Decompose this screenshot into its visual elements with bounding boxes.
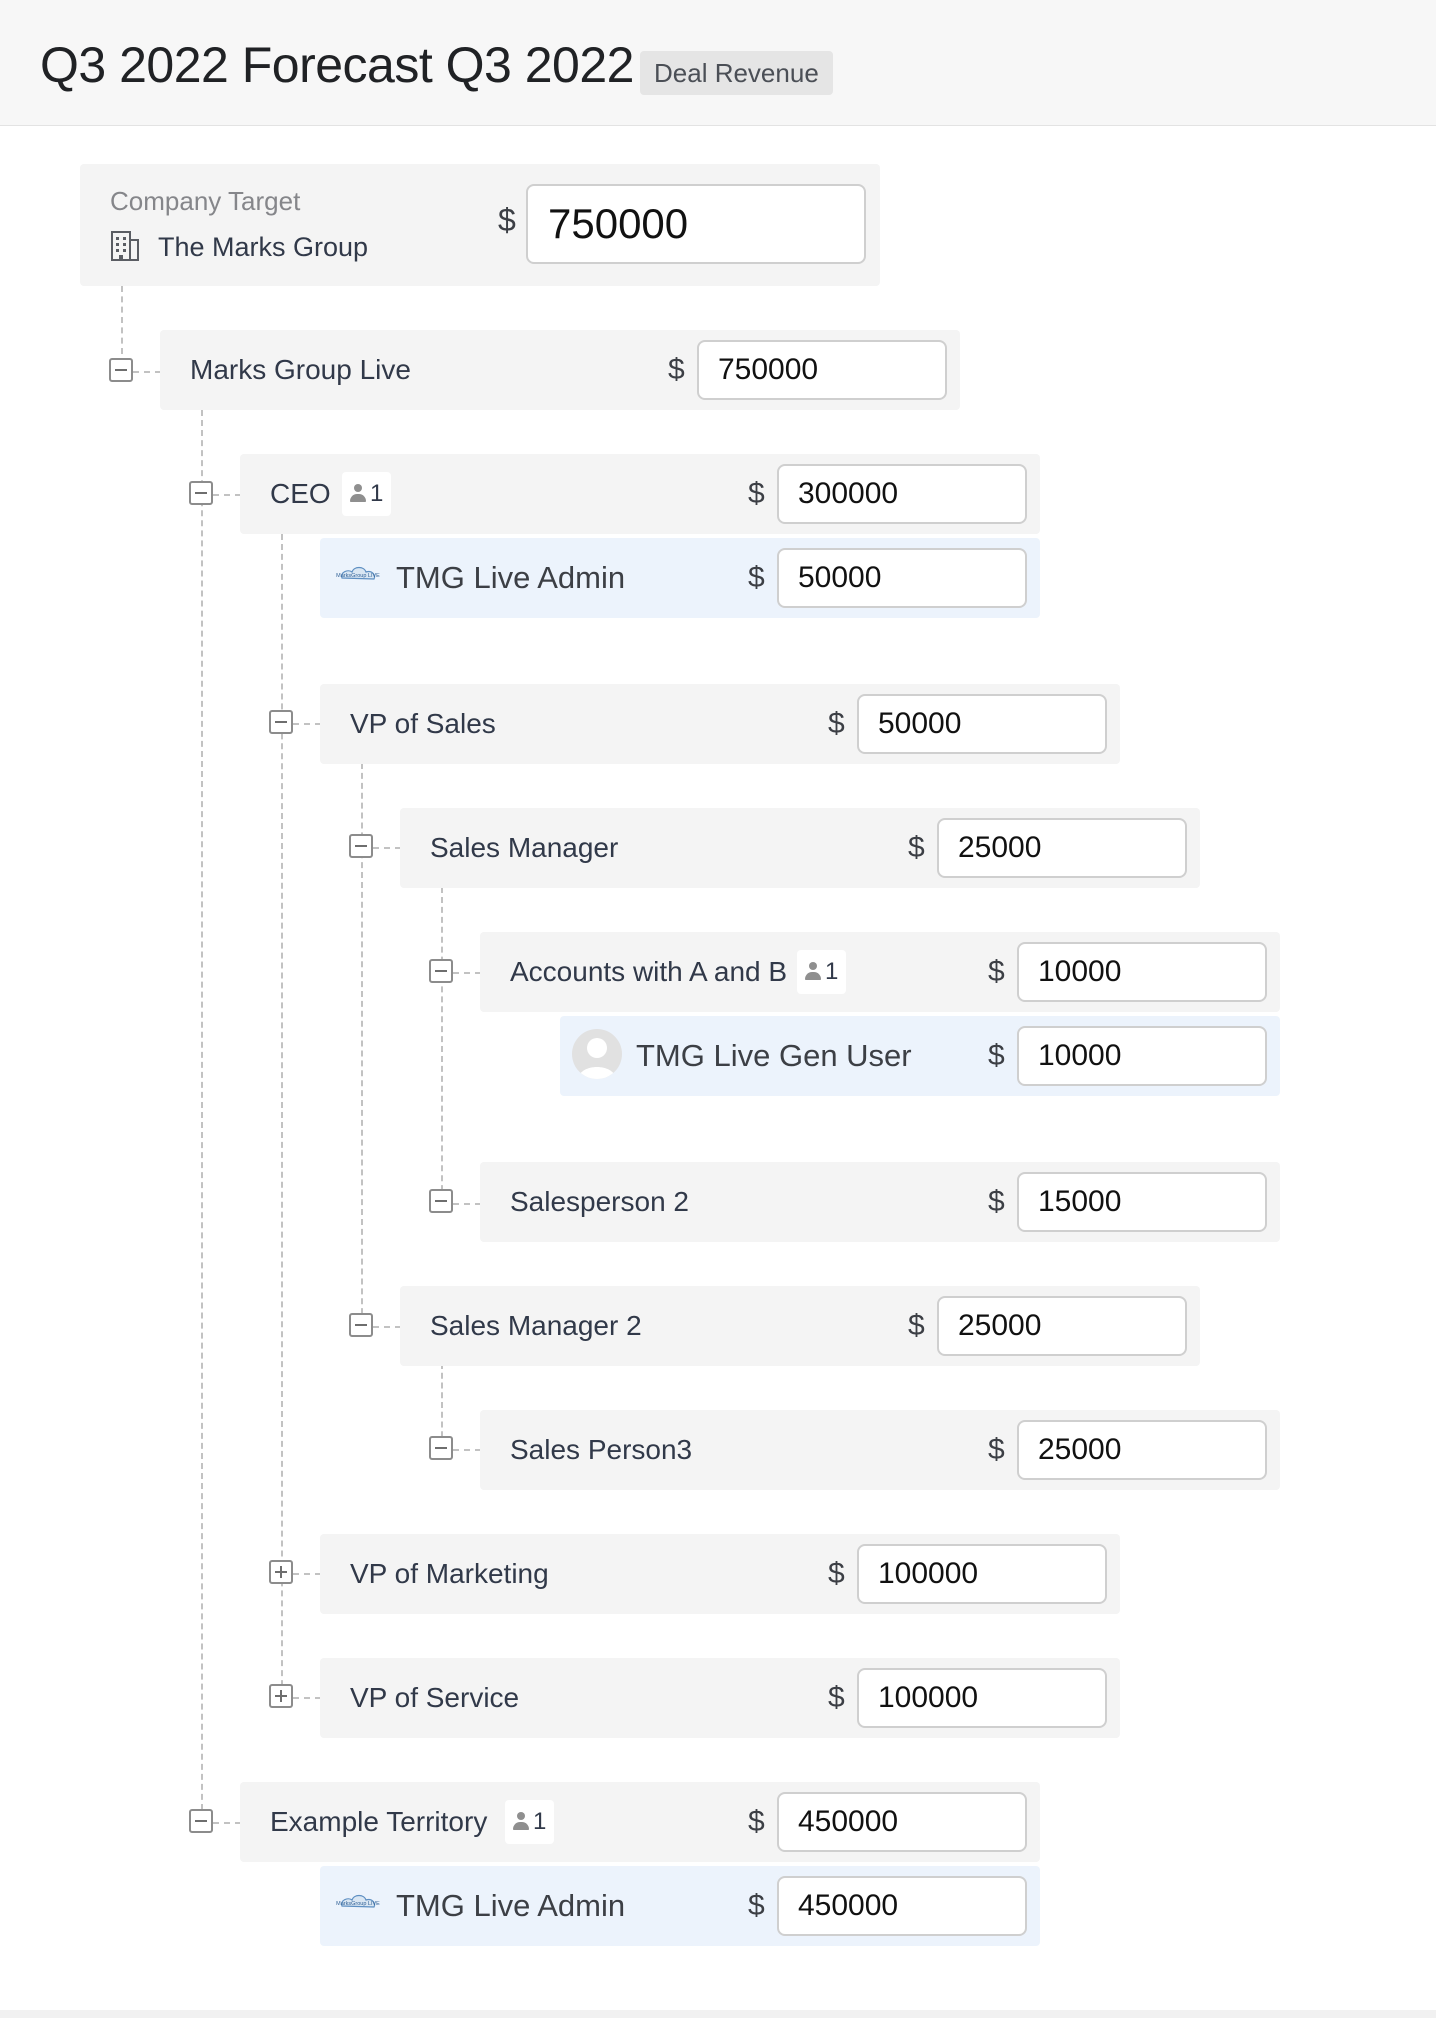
territory-row-vp-of-service	[320, 1658, 1120, 1738]
building-icon	[110, 230, 140, 262]
territory-row-sales-manager	[400, 808, 1200, 888]
company-target-label: Company Target	[110, 186, 301, 216]
tree-connector	[213, 494, 241, 496]
tree-connector	[293, 1573, 321, 1575]
collapse-toggle-icon[interactable]	[429, 1436, 453, 1460]
currency-symbol: $	[908, 831, 925, 864]
currency-symbol: $	[828, 1557, 845, 1590]
tree-connector	[373, 847, 401, 849]
currency-symbol: $	[988, 955, 1005, 988]
target-amount-input[interactable]	[777, 548, 1027, 608]
tree-connector	[441, 887, 443, 1211]
collapse-toggle-icon[interactable]	[349, 834, 373, 858]
target-amount-input[interactable]	[1017, 1172, 1267, 1232]
person-icon	[805, 962, 821, 980]
currency-symbol: $	[988, 1433, 1005, 1466]
user-name: TMG Live Admin	[396, 560, 626, 595]
currency-symbol: $	[748, 1805, 765, 1838]
territory-name: Accounts with A and B	[510, 956, 788, 987]
logo-text: MarksGroup LIVE	[336, 573, 380, 579]
logo-text: MarksGroup LIVE	[336, 1901, 380, 1907]
territory-row-vp-of-sales	[320, 684, 1120, 764]
collapse-toggle-icon[interactable]	[429, 959, 453, 983]
collapse-toggle-icon[interactable]	[269, 710, 293, 734]
user-avatar-icon	[572, 1029, 622, 1079]
territory-name: Sales Person3	[510, 1434, 693, 1465]
user-row-tmg-live-admin	[320, 538, 1040, 618]
member-count-badge[interactable]	[797, 950, 846, 994]
person-icon	[513, 1812, 529, 1830]
tree-connector	[201, 410, 203, 1830]
target-amount-input[interactable]	[937, 818, 1187, 878]
territory-row-example-territory	[240, 1782, 1040, 1862]
territory-name: VP of Marketing	[350, 1558, 549, 1589]
currency-symbol: $	[828, 707, 845, 740]
territory-row-accounts-with-a-and-b	[480, 932, 1280, 1012]
user-name: TMG Live Admin	[396, 1888, 626, 1923]
currency-symbol: $	[668, 353, 685, 386]
member-count-badge[interactable]	[342, 472, 391, 516]
member-count: 1	[533, 1808, 547, 1835]
target-amount-input[interactable]	[857, 1668, 1107, 1728]
target-amount-input[interactable]	[1017, 942, 1267, 1002]
currency-symbol: $	[988, 1185, 1005, 1218]
member-count: 1	[370, 480, 384, 507]
marks-group-live-logo	[334, 1888, 382, 1918]
territory-name: VP of Service	[350, 1682, 520, 1713]
forecast-type-badge: Deal Revenue	[640, 51, 833, 95]
person-icon	[350, 484, 366, 502]
territory-name: Example Territory	[270, 1806, 488, 1837]
target-amount-input[interactable]	[857, 1544, 1107, 1604]
target-amount-input[interactable]	[777, 464, 1027, 524]
tree-connector	[293, 1697, 321, 1699]
target-amount-input[interactable]	[1017, 1420, 1267, 1480]
user-row-tmg-live-gen-user	[560, 1016, 1280, 1096]
currency-symbol: $	[748, 1889, 765, 1922]
member-count: 1	[825, 958, 839, 985]
currency-symbol: $	[498, 202, 516, 238]
page-header	[0, 0, 1436, 126]
marks-group-live-logo	[334, 560, 382, 590]
expand-toggle-icon[interactable]	[269, 1560, 293, 1584]
territory-name: Sales Manager 2	[430, 1310, 642, 1341]
collapse-toggle-icon[interactable]	[109, 358, 133, 382]
territory-name: CEO	[270, 478, 331, 509]
tree-connector	[121, 286, 123, 354]
currency-symbol: $	[828, 1681, 845, 1714]
collapse-toggle-icon[interactable]	[189, 1809, 213, 1833]
tree-connector	[453, 972, 481, 974]
territory-name: Sales Manager	[430, 832, 619, 863]
tree-connector	[213, 1822, 241, 1824]
tree-connector	[373, 1326, 401, 1328]
territory-name: VP of Sales	[350, 708, 496, 739]
territory-row-sales-person3	[480, 1410, 1280, 1490]
currency-symbol: $	[908, 1309, 925, 1342]
page-footer-strip	[0, 2010, 1436, 2018]
target-amount-input[interactable]	[937, 1296, 1187, 1356]
company-target-input[interactable]	[526, 184, 866, 264]
company-name: The Marks Group	[158, 232, 369, 262]
currency-symbol: $	[988, 1039, 1005, 1072]
company-target-card	[80, 164, 880, 286]
target-amount-input[interactable]	[777, 1792, 1027, 1852]
tree-connector	[441, 1363, 443, 1447]
collapse-toggle-icon[interactable]	[189, 481, 213, 505]
collapse-toggle-icon[interactable]	[349, 1313, 373, 1337]
territory-row-salesperson-2	[480, 1162, 1280, 1242]
target-amount-input[interactable]	[777, 1876, 1027, 1936]
expand-toggle-icon[interactable]	[269, 1684, 293, 1708]
currency-symbol: $	[748, 477, 765, 510]
tree-connector	[133, 371, 161, 373]
collapse-toggle-icon[interactable]	[429, 1189, 453, 1213]
page-title: Q3 2022 Forecast Q3 2022	[40, 37, 634, 93]
user-name: TMG Live Gen User	[636, 1038, 912, 1073]
territory-row-ceo	[240, 454, 1040, 534]
user-row-tmg-live-admin	[320, 1866, 1040, 1946]
target-amount-input[interactable]	[1017, 1026, 1267, 1086]
target-amount-input[interactable]	[697, 340, 947, 400]
tree-connector	[453, 1203, 481, 1205]
territory-row-sales-manager-2	[400, 1286, 1200, 1366]
tree-connector	[453, 1449, 481, 1451]
territory-row-marks-group-live	[160, 330, 960, 410]
territory-row-vp-of-marketing	[320, 1534, 1120, 1614]
target-amount-input[interactable]	[857, 694, 1107, 754]
territory-name: Salesperson 2	[510, 1186, 690, 1217]
tree-connector	[293, 723, 321, 725]
currency-symbol: $	[748, 561, 765, 594]
member-count-badge[interactable]	[505, 1800, 554, 1844]
territory-name: Marks Group Live	[190, 354, 411, 385]
